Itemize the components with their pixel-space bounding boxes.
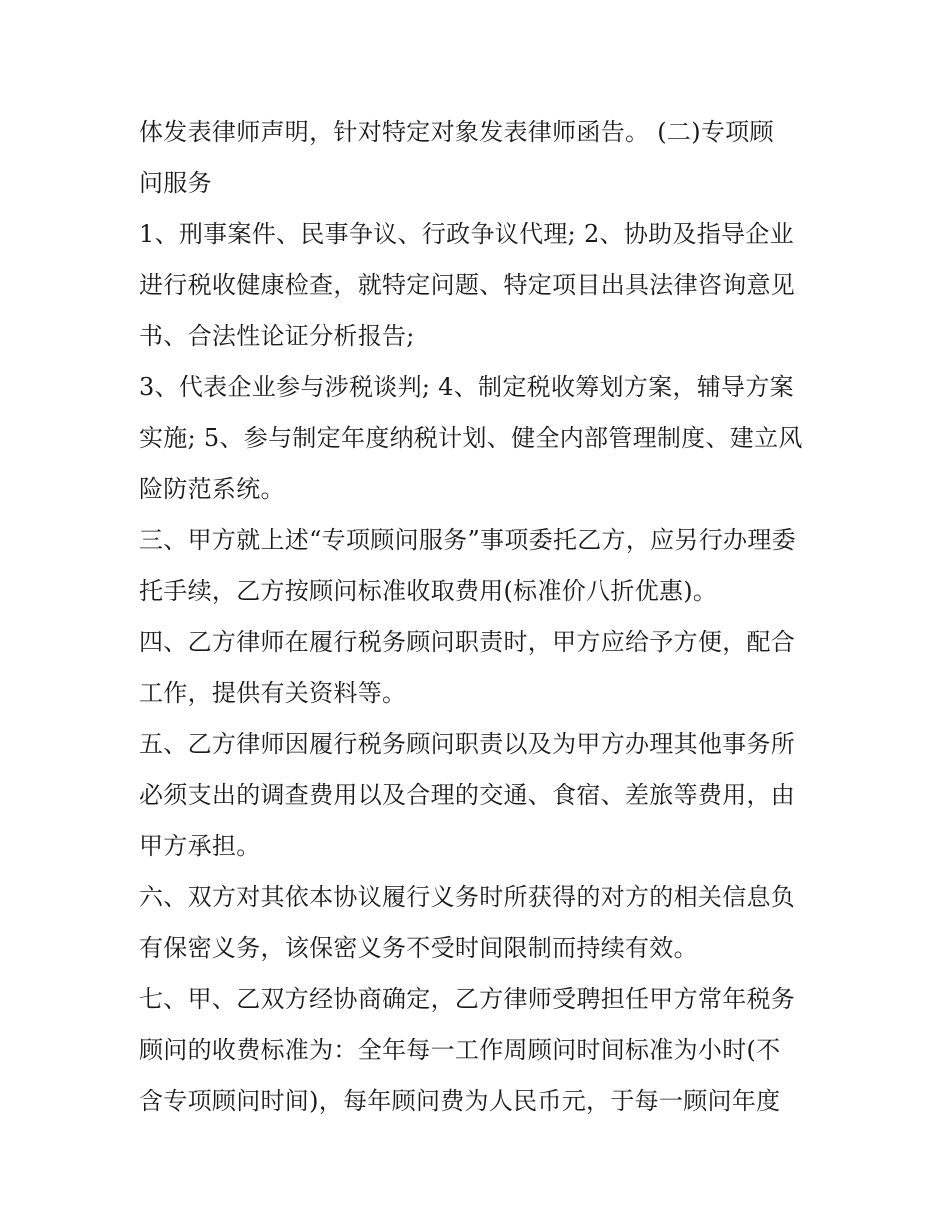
text-line: 顾问的收费标准为：全年每一工作周顾问时间标准为小时(不 <box>139 1036 781 1064</box>
text-line: 3、代表企业参与涉税谈判; 4、制定税收筹划方案，辅导方案 <box>139 373 794 401</box>
text-line: 四、乙方律师在履行税务顾问职责时，甲方应给予方便，配合 <box>139 628 796 656</box>
text-line: 有保密义务，该保密义务不受时间限制而持续有效。 <box>139 934 698 962</box>
document-body <box>139 107 819 1127</box>
text-line: 1、刑事案件、民事争议、行政争议代理; 2、协助及指导企业 <box>139 220 794 248</box>
text-line: 必须支出的调查费用以及合理的交通、食宿、差旅等费用，由 <box>139 781 796 809</box>
text-line: 工作，提供有关资料等。 <box>139 679 407 707</box>
text-line: 实施; 5、参与制定年度纳税计划、健全内部管理制度、建立风 <box>139 424 803 452</box>
text-line: 体发表律师声明，针对特定对象发表律师函告。 (二)专项顾 <box>139 118 774 146</box>
text-line: 问服务 <box>139 169 212 197</box>
text-line: 五、乙方律师因履行税务顾问职责以及为甲方办理其他事务所 <box>139 730 796 758</box>
text-line: 书、合法性论证分析报告; <box>139 322 415 350</box>
text-line: 三、甲方就上述“专项顾问服务”事项委托乙方，应另行办理委 <box>139 526 796 554</box>
text-line: 甲方承担。 <box>139 832 261 860</box>
text-line: 险防范系统。 <box>139 475 285 503</box>
text-line: 七、甲、乙双方经协商确定，乙方律师受聘担任甲方常年税务 <box>139 985 796 1013</box>
text-line: 六、双方对其依本协议履行义务时所获得的对方的相关信息负 <box>139 883 796 911</box>
text-line: 进行税收健康检查，就特定问题、特定项目出具法律咨询意见 <box>139 271 796 299</box>
text-line: 含专项顾问时间)，每年顾问费为人民币元，于每一顾问年度 <box>139 1087 781 1115</box>
text-line: 托手续，乙方按顾问标准收取费用(标准价八折优惠)。 <box>139 577 718 605</box>
